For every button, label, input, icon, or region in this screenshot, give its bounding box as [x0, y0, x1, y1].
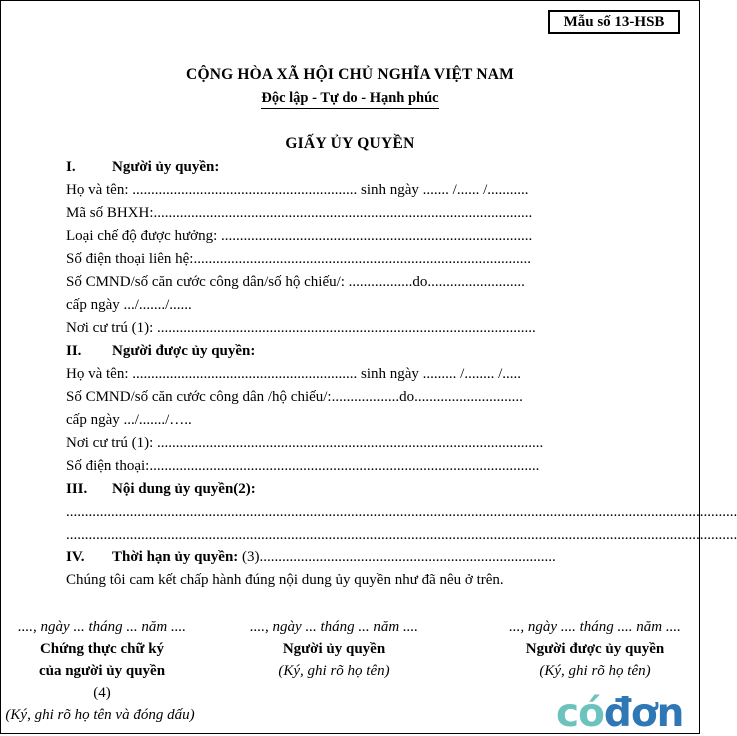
section-3-title: Nội dung ủy quyền(2):: [112, 481, 256, 497]
s3-content-line: ...................................................................................................................................................................................: [66, 527, 737, 543]
certifier-date: ...., ngày ... tháng ... năm ....: [18, 619, 186, 635]
s3-content-line: ...................................................................................................................................................................................: [66, 504, 737, 520]
section-4-heading: [66, 548, 556, 566]
s1-benefit-type-field: Loại chế độ được hưởng: ...................................................................................: [66, 228, 533, 244]
logo-part2: đơn: [603, 691, 684, 736]
grantor-date: ...., ngày ... tháng ... năm ....: [250, 619, 418, 635]
certifier-note: (Ký, ghi rõ họ tên và đóng dấu): [5, 707, 195, 723]
commitment-statement: Chúng tôi cam kết chấp hành đúng nội dung ủy quyền như đã nêu ở trên.: [66, 572, 504, 588]
grantee-date: ..., ngày .... tháng .... năm ....: [509, 619, 681, 635]
grantee-role: Người được ủy quyền: [525, 641, 665, 657]
section-2-heading: [66, 342, 255, 360]
s2-phone-field: Số điện thoại:........................................................................................................: [66, 458, 540, 474]
section-1-heading: [66, 158, 219, 176]
s1-residence-field: Nơi cư trú (1): .....................................................................................................: [66, 320, 536, 336]
s2-id-number-field: Số CMND/số căn cước công dân /hộ chiếu/:..................do.............................: [66, 389, 523, 405]
form-code-box: Mẫu số 13-HSB: [548, 10, 680, 34]
signature-block-certifier: [5, 616, 196, 726]
s2-issue-date-field: cấp ngày .../......./…..: [66, 412, 192, 428]
document-title: GIẤY ỦY QUYỀN: [285, 135, 415, 152]
s1-issue-date-field: cấp ngày .../......./......: [66, 297, 192, 313]
section-1-title: Người ủy quyền:: [112, 159, 220, 175]
section-4-number: IV.: [66, 549, 85, 565]
section-1-number: I.: [66, 159, 76, 175]
codon-logo: [556, 691, 684, 736]
s1-id-number-field: Số CMND/số căn cước công dân/số hộ chiếu/: .................do..........................: [66, 274, 525, 290]
certifier-role-line2: của người ủy quyền: [38, 663, 166, 679]
certifier-ref: (4): [93, 685, 111, 701]
motto: [0, 90, 700, 109]
signature-block-grantor: [236, 616, 432, 682]
section-2-title: Người được ủy quyền:: [112, 343, 256, 359]
s4-duration-value: (3)...............................................................................: [242, 549, 556, 565]
signature-block-grantee: [496, 616, 694, 682]
certifier-role-line1: Chứng thực chữ ký: [39, 641, 165, 657]
section-3-number: III.: [66, 481, 88, 497]
motto-text: Độc lập - Tự do - Hạnh phúc: [261, 90, 438, 109]
section-3-heading: [66, 480, 256, 498]
s1-full-name-field: Họ và tên: ............................................................ sinh ngày ....... /...... /...........: [66, 182, 529, 198]
grantee-note: (Ký, ghi rõ họ tên): [539, 663, 651, 679]
section-2-number: II.: [66, 343, 82, 359]
grantor-role: Người ủy quyền: [282, 641, 386, 657]
s1-social-insurance-field: Mã số BHXH:.....................................................................................................: [66, 205, 533, 221]
grantor-note: (Ký, ghi rõ họ tên): [278, 663, 390, 679]
s2-residence-field: Nơi cư trú (1): .......................................................................................................: [66, 435, 544, 451]
section-4-title: Thời hạn ủy quyền:: [112, 549, 239, 565]
logo-part1: có: [556, 691, 604, 736]
national-title: CỘNG HÒA XÃ HỘI CHỦ NGHĨA VIỆT NAM: [186, 66, 514, 83]
s2-full-name-field: Họ và tên: ............................................................ sinh ngày ......... /........ /.....: [66, 366, 521, 382]
s1-phone-field: Số điện thoại liên hệ:..........................................................................................: [66, 251, 531, 267]
